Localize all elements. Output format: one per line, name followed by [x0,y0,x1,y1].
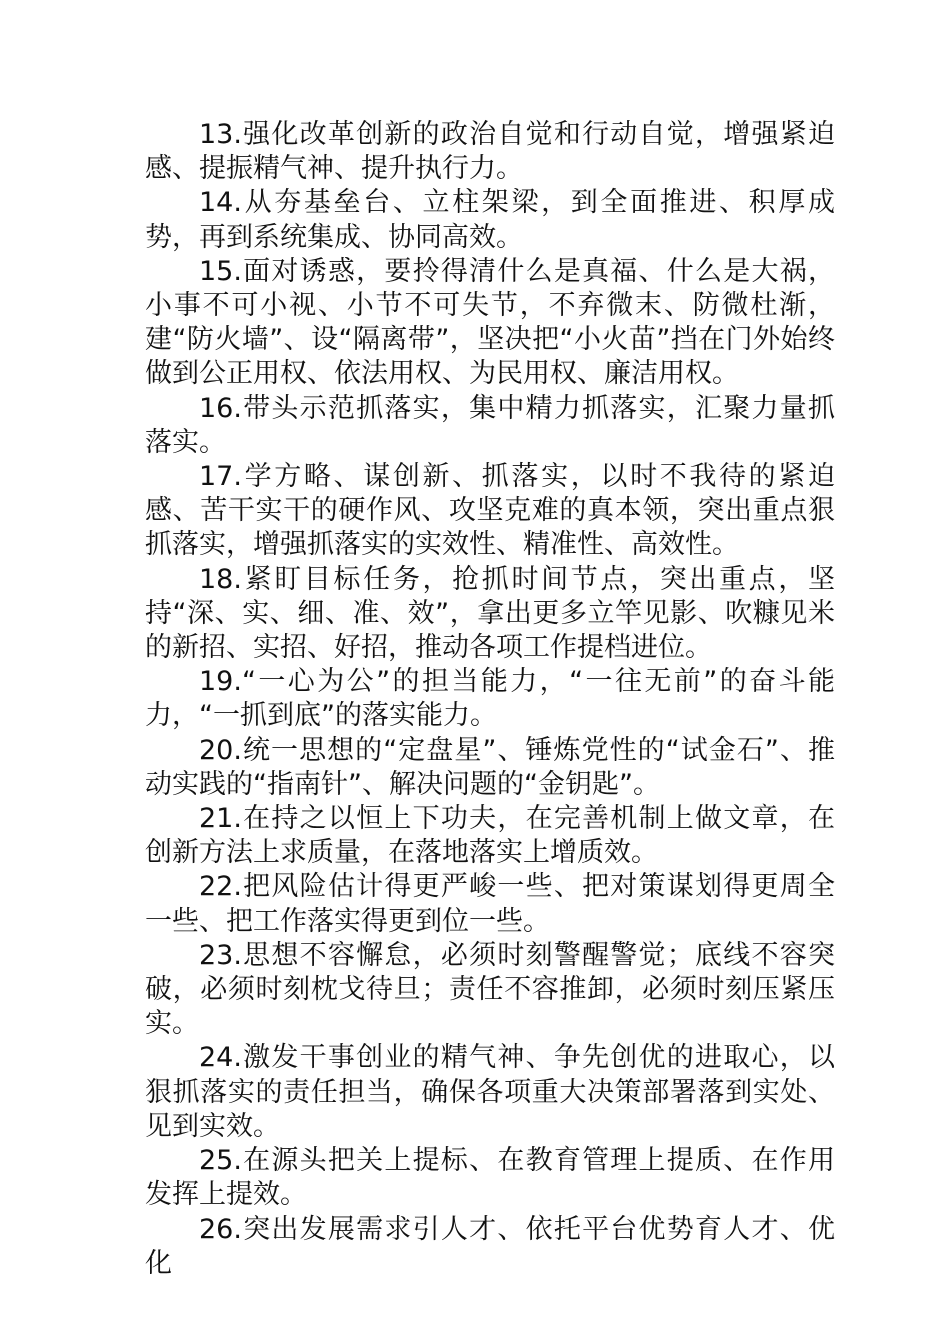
paragraph-26: 26.突出发展需求引人才、依托平台优势育人才、优化 [145,1213,835,1279]
paragraph-24: 24.激发干事创业的精气神、争先创优的进取心，以狠抓落实的责任担当，确保各项重大决策部署落到实处、见到实效。 [145,1042,835,1142]
paragraph-17: 17.学方略、谋创新、抓落实，以时不我待的紧迫感、苦干实干的硬作风、攻坚克难的真本领，突出重点狠抓落实，增强抓落实的实效性、精准性、高效性。 [145,461,835,561]
paragraph-20: 20.统一思想的“定盘星”、锤炼党性的“试金石”、推动实践的“指南针”、解决问题的“金钥匙”。 [145,734,835,800]
paragraph-23: 23.思想不容懈怠，必须时刻警醒警觉；底线不容突破，必须时刻枕戈待旦；责任不容推卸，必须时刻压紧压实。 [145,939,835,1040]
paragraph-18: 18.紧盯目标任务，抢抓时间节点，突出重点，坚持“深、实、细、准、效”，拿出更多立竿见影、吹糠见米的新招、实招、好招，推动各项工作提档进位。 [145,563,835,664]
paragraph-19: 19.“一心为公”的担当能力，“一往无前”的奋斗能力，“一抓到底”的落实能力。 [145,666,835,732]
paragraph-21: 21.在持之以恒上下功夫，在完善机制上做文章，在创新方法上求质量，在落地落实上增质效。 [145,803,835,869]
paragraph-16: 16.带头示范抓落实，集中精力抓落实，汇聚力量抓落实。 [145,392,835,458]
paragraph-25: 25.在源头把关上提标、在教育管理上提质、在作用发挥上提效。 [145,1145,835,1211]
document-body [145,118,835,1281]
paragraph-13: 13.强化改革创新的政治自觉和行动自觉，增强紧迫感、提振精气神、提升执行力。 [145,119,835,185]
paragraph-14: 14.从夯基垒台、立柱架梁，到全面推进、积厚成势，再到系统集成、协同高效。 [145,187,835,253]
paragraph-15: 15.面对诱惑，要拎得清什么是真福、什么是大祸，小事不可小视、小节不可失节，不弃微末、防微杜渐，建“防火墙”、设“隔离带”，坚决把“小火苗”挡在门外始终做到公正用权、依法用权、为民用权、廉洁用权。 [145,255,835,390]
paragraph-22: 22.把风险估计得更严峻一些、把对策谋划得更周全一些、把工作落实得更到位一些。 [145,871,835,937]
